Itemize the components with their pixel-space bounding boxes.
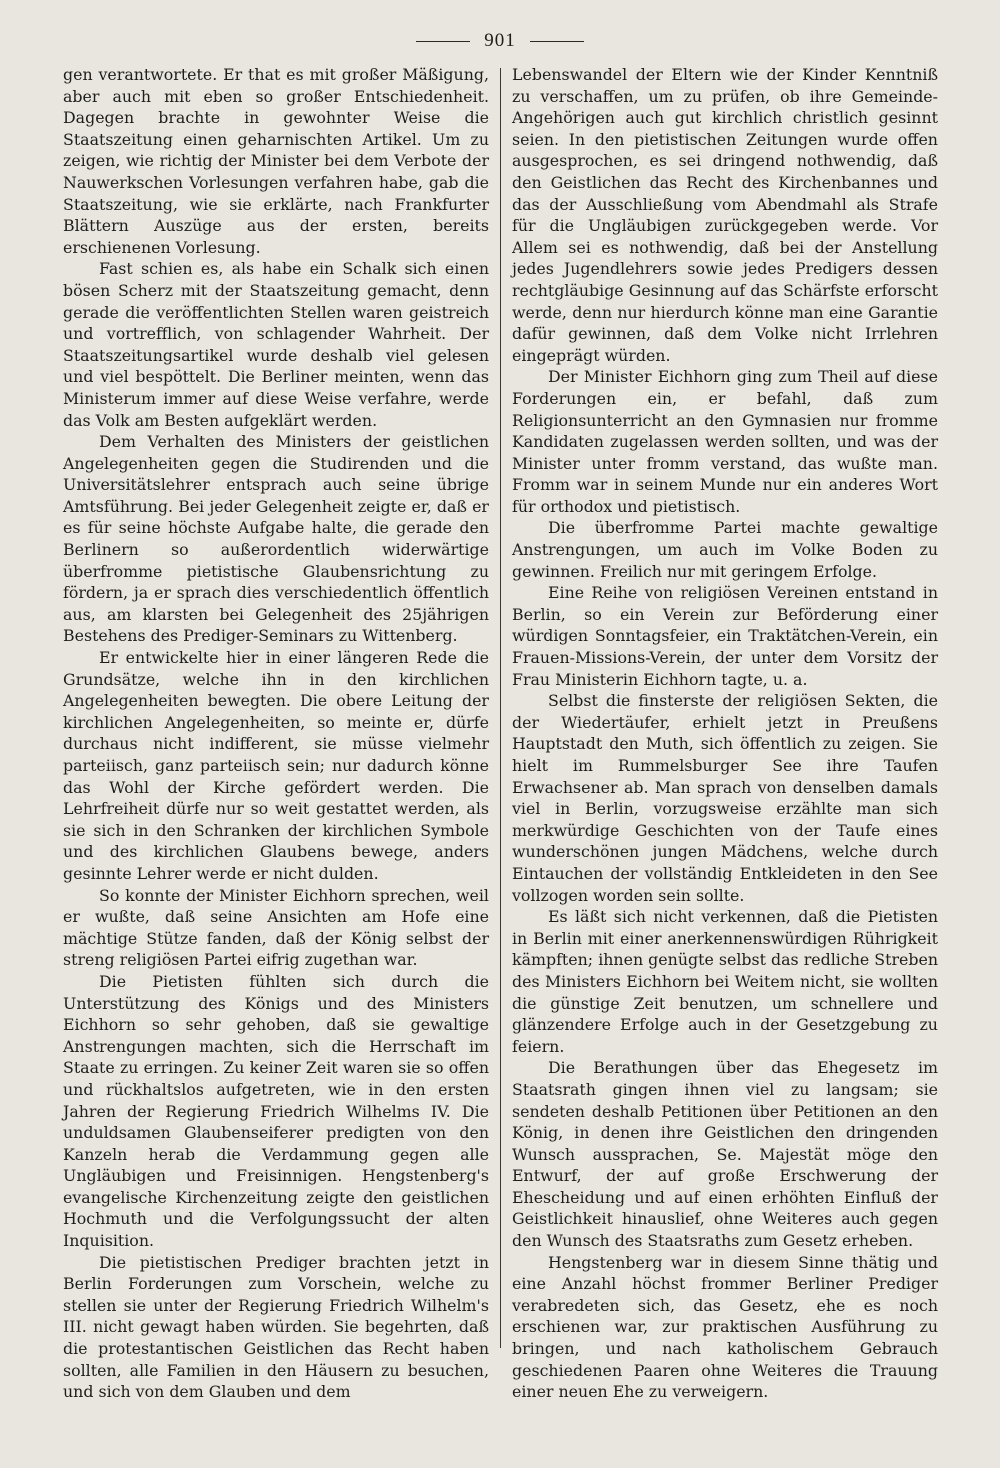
paragraph: Die Berathungen über das Ehegesetz im Staatsrath gingen ihnen viel zu langsam; sie sendeten deshalb Petitionen über Petitionen an den König, in denen ihre Geistlichen den dringenden Wunsch aussprachen, Se. Majestät möge den Entwurf, der auf große Erschwerung der Ehescheidung und auf einen erhöhten Einfluß der Geistlichkeit hinauslief, ohne Weiteres auch gegen den Wunsch des Staatsraths zum Gesetz erheben.	[512, 1058, 938, 1251]
paragraph: Der Minister Eichhorn ging zum Theil auf diese Forderungen ein, er befahl, daß zum Religionsunterricht an den Gymnasien nur fromme Kandidaten zugelassen werden sollten, und was der Minister unter fromm verstand, das wußte man. Fromm war in seinem Munde nur ein anderes Wort für orthodox und pietistisch.	[512, 367, 938, 516]
paragraph: Fast schien es, als habe ein Schalk sich einen bösen Scherz mit der Staatszeitung gemacht, denn gerade die veröffentlichten Stellen waren geistreich und vortrefflich, von schlagender Wahrheit. Der Staatszeitungsartikel wurde deshalb viel gelesen und viel bespöttelt. Die Berliner meinten, wenn das Ministerum immer auf diese Weise verfahre, werde das Volk am Besten aufgeklärt werden.	[63, 259, 489, 430]
paragraph: Lebenswandel der Eltern wie der Kinder Kenntniß zu verschaffen, um zu prüfen, ob ihre Gemeinde-Angehörigen auch gut kirchlich christlich gesinnt seien. In den pietistischen Zeitungen wurde offen ausgesprochen, es sei dringend nothwendig, daß den Geistlichen das Recht des Kirchenbannes und das der Ausschließung vom Abendmahl als Strafe für die Ungläubigen zurückgegeben werde. Vor Allem sei es nothwendig, daß bei der Anstellung jedes Jugendlehrers sowie jedes Predigers dessen rechtgläubige Gesinnung auf das Schärfste erforscht werde, denn nur hierdurch könne man eine Garantie dafür gewinnen, daß dem Volke nicht Irrlehren eingeprägt würden.	[512, 65, 938, 365]
paragraph: Hengstenberg war in diesem Sinne thätig und eine Anzahl höchst frommer Berliner Prediger verabredeten sich, das Gesetz, ehe es noch erschienen war, zur praktischen Ausführung zu bringen, und nach katholischem Gebrauch geschiedenen Paaren ohne Weiteres die Trauung einer neuen Ehe zu verweigern.	[512, 1252, 938, 1402]
header-rule-right	[530, 41, 584, 42]
header-rule-left	[416, 41, 470, 42]
paragraph: Es läßt sich nicht verkennen, daß die Pietisten in Berlin mit einer anerkennenswürdigen Rührigkeit kämpften; ihnen genügte selbst das redliche Streben des Ministers Eichhorn bei Weitem nicht, sie wollten die günstige Zeit benutzen, um schnellere und glänzendere Erfolge auch in der Gesetzgebung zu feiern.	[512, 907, 938, 1056]
paragraph: Er entwickelte hier in einer längeren Rede die Grundsätze, welche ihn in den kirchlichen Angelegenheiten bewegten. Die obere Leitung der kirchlichen Angelegenheiten, so meinte er, dürfe durchaus nicht indifferent, sie müsse vielmehr parteiisch, ganz parteiisch sein; nur dadurch könne das Wohl der Kirche gefördert werden. Die Lehrfreiheit dürfe nur so weit gestattet werden, als sie sich in den Schranken der kirchlichen Symbole und des kirchlichen Glaubens bewege, anders gesinnte Lehrer werde er nicht dulden.	[63, 648, 489, 883]
page-number: 901	[484, 30, 516, 51]
left-column	[63, 64, 489, 1403]
paragraph: Die überfromme Partei machte gewaltige Anstrengungen, um auch im Volke Boden zu gewinnen. Freilich nur mit geringem Erfolge.	[512, 518, 938, 581]
paragraph: Die pietistischen Prediger brachten jetzt in Berlin Forderungen zum Vorschein, welche zu stellen sie unter der Regierung Friedrich Wilhelm's III. nicht gewagt haben würden. Sie begehrten, daß die protestantischen Geistlichen das Recht haben sollten, alle Familien in den Häusern zu besuchen, und sich von dem Glauben und dem	[63, 1252, 489, 1402]
paragraph: Die Pietisten fühlten sich durch die Unterstützung des Königs und des Ministers Eichhorn so sehr gehoben, daß sie gewaltige Anstrengungen machten, sich die Herrschaft im Staate zu erringen. Zu keiner Zeit waren sie so offen und rückhaltslos aufgetreten, wie in den ersten Jahren der Regierung Friedrich Wilhelms IV. Die unduldsamen Glaubenseiferer predigten von den Kanzeln herab die Verdammung gegen alle Ungläubigen und Freisinnigen. Hengstenberg's evangelische Kirchenzeitung zeigte den geistlichen Hochmuth und die Verfolgungssucht der alten Inquisition.	[63, 971, 489, 1251]
paragraph: Selbst die finsterste der religiösen Sekten, die der Wiedertäufer, erhielt jetzt in Preußens Hauptstadt den Muth, sich öffentlich zu zeigen. Sie hielt im Rummelsburger See ihre Taufen Erwachsener ab. Man sprach von denselben damals viel in Berlin, vorzugsweise erzählte man sich merkwürdige Geschichten von der Taufe eines wunderschönen jungen Mädchens, welche durch Eintauchen der vollständig Entkleideten in den See vollzogen worden sein sollte.	[512, 691, 938, 905]
column-divider	[500, 68, 501, 1348]
paragraph: Dem Verhalten des Ministers der geistlichen Angelegenheiten gegen die Studirenden und die Universitätslehrer entsprach auch seine übrige Amtsführung. Bei jeder Gelegenheit zeigte er, daß er es für seine höchste Aufgabe halte, die gerade den Berlinern so außerordentlich widerwärtige überfromme pietistische Glaubensrichtung zu fördern, ja er sprach dies verschiedentlich öffentlich aus, am klarsten bei Gelegenheit des 25jährigen Bestehens des Prediger-Seminars zu Wittenberg.	[63, 432, 489, 646]
page-header	[0, 26, 1000, 56]
right-column	[512, 64, 938, 1403]
paragraph: gen verantwortete. Er that es mit großer Mäßigung, aber auch mit eben so großer Entschiedenheit. Dagegen brachte in gewohnter Weise die Staatszeitung einen geharnischten Artikel. Um zu zeigen, wie richtig der Minister bei dem Verbote der Nauwerkschen Vorlesungen verfahren habe, gab die Staatszeitung, wie sie erklärte, nach Frankfurter Blättern Auszüge aus der ersten, bereits erschienenen Vorlesung.	[63, 65, 489, 257]
paragraph: Eine Reihe von religiösen Vereinen entstand in Berlin, so ein Verein zur Beförderung einer würdigen Sonntagsfeier, ein Traktätchen-Verein, ein Frauen-Missions-Verein, der unter dem Vorsitz der Frau Ministerin Eichhorn tagte, u. a.	[512, 583, 938, 689]
paragraph: So konnte der Minister Eichhorn sprechen, weil er wußte, daß seine Ansichten am Hofe eine mächtige Stütze fanden, daß der König selbst der streng religiösen Partei eifrig zugethan war.	[63, 885, 489, 970]
